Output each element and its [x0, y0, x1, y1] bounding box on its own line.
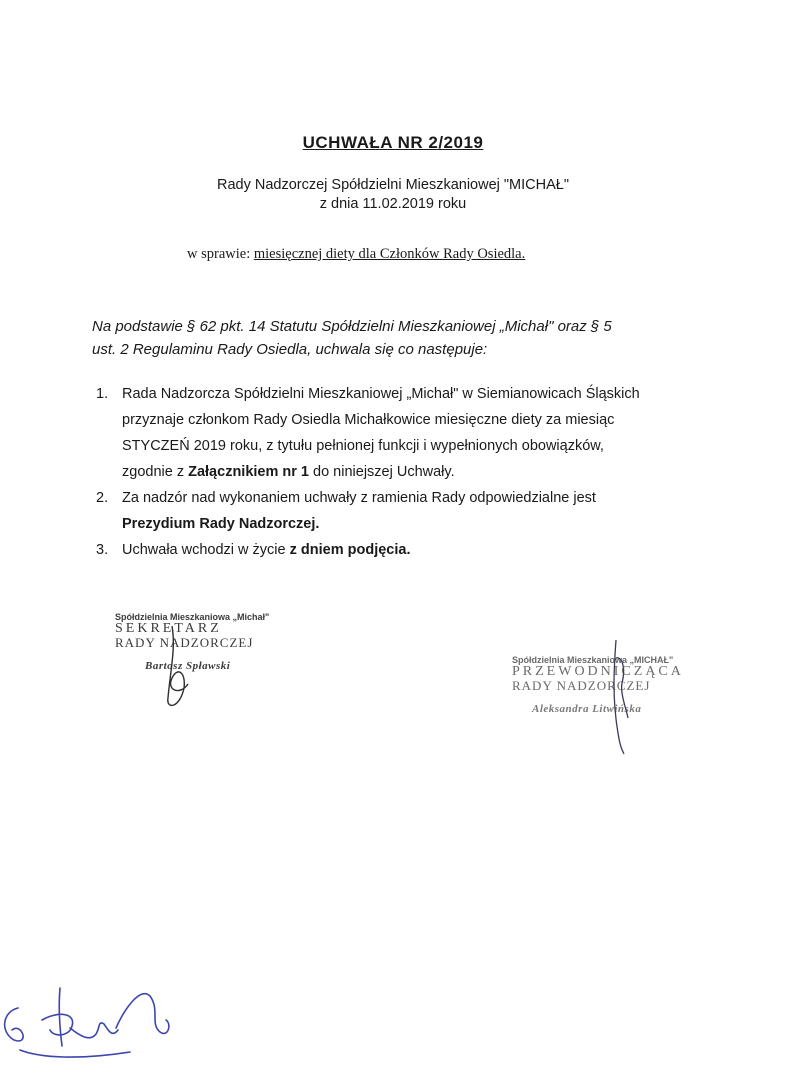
item-text: Uchwała wchodzi w życie [122, 542, 290, 558]
item-line [122, 459, 676, 485]
stamp-signatory-name: Aleksandra Litwińska [532, 703, 642, 715]
item-line [122, 537, 676, 563]
item-text: do niniejszej Uchwały. [309, 464, 455, 480]
item-line: Prezydium Rady Nadzorczej. [122, 516, 320, 532]
resolution-items [96, 381, 676, 563]
subtitle-date: z dnia 11.02.2019 roku [319, 196, 467, 212]
legal-basis-preamble [92, 315, 692, 361]
stamp-organization: Spółdzielnia Mieszkaniowa „MICHAŁ" [512, 655, 674, 665]
subject-text: miesięcznej diety dla Członków Rady Osiedla. [253, 246, 526, 262]
subject-prefix: w sprawie: [187, 246, 254, 262]
preamble-line: Na podstawie § 62 pkt. 14 Statutu Spółdzielni Mieszkaniowej „Michał" oraz § 5 [92, 318, 612, 335]
item-text: zgodnie z [122, 464, 189, 480]
resolution-item-1 [96, 381, 676, 485]
effective-date-text: z dniem podjęcia. [289, 542, 411, 558]
stamp-role-board: RADY NADZORCZEJ [115, 635, 254, 650]
resolution-title: UCHWAŁA NR 2/2019 [302, 133, 484, 152]
item-line: STYCZEŃ 2019 roku, z tytułu pełnionej funkcji i wypełnionych obowiązków, [122, 438, 604, 454]
preamble-line: ust. 2 Regulaminu Rady Osiedla, uchwala się co następuje: [92, 341, 488, 358]
item-number: 3. [96, 542, 109, 558]
attachment-reference: Załącznikiem nr 1 [188, 464, 309, 480]
resolution-subject [187, 246, 525, 263]
stamp-signatory-name: Bartosz Spławski [145, 660, 231, 672]
item-line: Rada Nadzorcza Spółdzielni Mieszkaniowej „Michał" w Siemianowicach Śląskich [122, 386, 640, 402]
handwritten-signature-blue [0, 980, 180, 1075]
stamp-role: SEKRETARZ [115, 621, 222, 636]
stamp-organization: Spółdzielnia Mieszkaniowa „Michał" [115, 612, 270, 622]
item-line: Za nadzór nad wykonaniem uchwały z ramienia Rady odpowiedzialne jest [122, 490, 596, 506]
item-number: 1. [96, 386, 109, 402]
item-line: przyznaje członkom Rady Osiedla Michałkowice miesięczne diety za miesiąc [122, 412, 615, 428]
secretary-signature [150, 618, 210, 718]
resolution-subtitle [0, 176, 786, 214]
subtitle-issuer: Rady Nadzorczej Spółdzielni Mieszkaniowej "MICHAŁ" [217, 177, 569, 193]
stamp-role: PRZEWODNICZĄCA [512, 664, 684, 679]
chairwoman-signature [598, 638, 648, 758]
resolution-item-2 [96, 485, 676, 537]
resolution-item-3 [96, 537, 676, 563]
item-number: 2. [96, 490, 109, 506]
stamp-role-board: RADY NADZORCZEJ [512, 678, 651, 693]
